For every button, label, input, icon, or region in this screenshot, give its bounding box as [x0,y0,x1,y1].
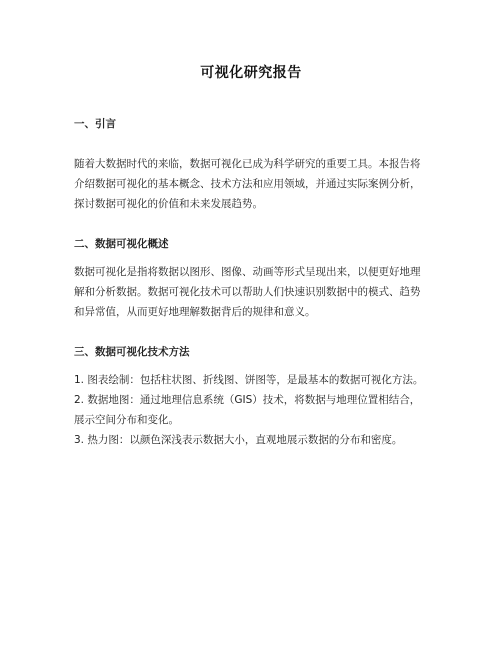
paragraph-line: 和异常值，从而更好地理解数据背后的规律和意义。 [74,306,316,318]
document-title: 可视化研究报告 [200,65,302,81]
paragraph-line: 数据可视化是指将数据以图形、图像、动画等形式呈现出来，以便更好地理 [74,266,421,278]
list-item-line: 2. 数据地图：通过地理信息系统（GIS）技术，将数据与地理位置相结合， [74,394,421,406]
section-paragraph-introduction [74,154,430,214]
section-heading-introduction: 一、引言 [74,118,116,130]
paragraph-line: 介绍数据可视化的基本概念、技术方法和应用领域，并通过实际案例分析， [74,178,421,190]
paragraph-line: 解和分析数据。数据可视化技术可以帮助人们快速识别数据中的模式、趋势 [74,286,421,298]
paragraph-line: 探讨数据可视化的价值和未来发展趋势。 [74,198,263,210]
methods-list [74,370,436,450]
list-item [74,430,436,450]
section-heading-methods: 三、数据可视化技术方法 [74,346,190,358]
list-item [74,370,436,390]
list-item-line: 展示空间分布和变化。 [74,414,179,426]
section-heading-overview: 二、数据可视化概述 [74,238,169,250]
section-paragraph-overview [74,262,430,322]
list-item-line: 1. 图表绘制：包括柱状图、折线图、饼图等，是最基本的数据可视化方法。 [74,374,424,386]
list-item-line: 3. 热力图：以颜色深浅表示数据大小，直观地展示数据的分布和密度。 [74,434,403,446]
paragraph-line: 随着大数据时代的来临，数据可视化已成为科学研究的重要工具。本报告将 [74,158,421,170]
list-item [74,390,436,430]
